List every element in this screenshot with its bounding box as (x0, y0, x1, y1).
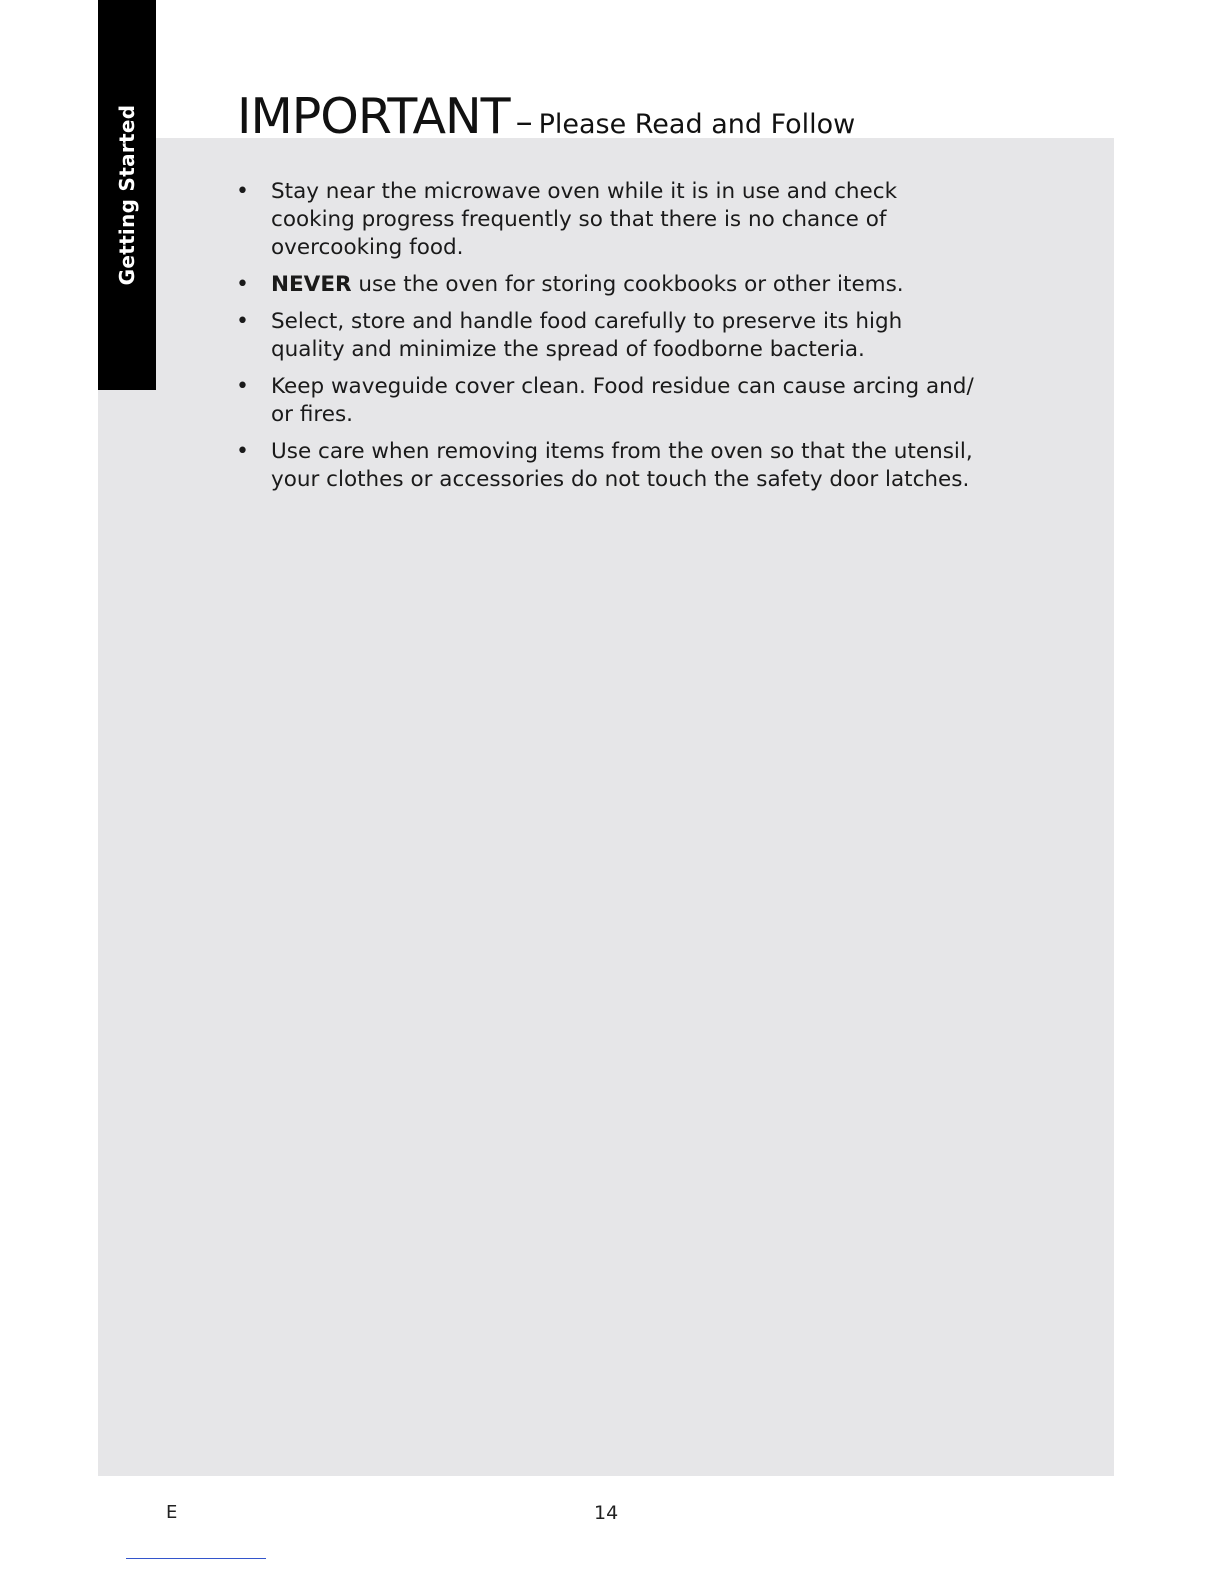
bullet-item (236, 308, 981, 364)
bullet-text: Use care when removing items from the oven so that the utensil, your clothes or accessories do not touch the safety door latches. (271, 439, 973, 492)
page-heading (237, 88, 855, 145)
bullet-item (236, 178, 981, 262)
bullet-item (236, 373, 981, 429)
section-tab-label: Getting Started (115, 104, 139, 286)
bullet-dot: • (236, 439, 249, 464)
bullet-bold-word: NEVER (271, 272, 352, 297)
heading-subtitle: Please Read and Follow (538, 109, 856, 140)
bullet-text: Stay near the microwave oven while it is in use and check cooking progress frequently so that there is no chance of overcooking food. (271, 179, 898, 260)
bullet-dot: • (236, 272, 249, 297)
bullet-text: Keep waveguide cover clean. Food residue can cause arcing and/ or fires. (271, 374, 974, 427)
bullet-dot: • (236, 309, 249, 334)
heading-main: IMPORTANT (237, 88, 510, 145)
bullet-dot: • (236, 179, 249, 204)
bullet-text: use the oven for storing cookbooks or other items. (351, 272, 904, 297)
bullet-text: Select, store and handle food carefully to preserve its high quality and minimize the spread of foodborne bacteria. (271, 309, 903, 362)
bullet-item (236, 271, 981, 299)
page-number: 14 (594, 1502, 619, 1524)
heading-dash: – (515, 102, 533, 142)
footer-rule (126, 1558, 266, 1559)
section-tab (98, 0, 156, 390)
footer-language-letter: E (166, 1502, 178, 1523)
bullet-dot: • (236, 374, 249, 399)
safety-bullet-list (236, 178, 981, 503)
bullet-item (236, 438, 981, 494)
